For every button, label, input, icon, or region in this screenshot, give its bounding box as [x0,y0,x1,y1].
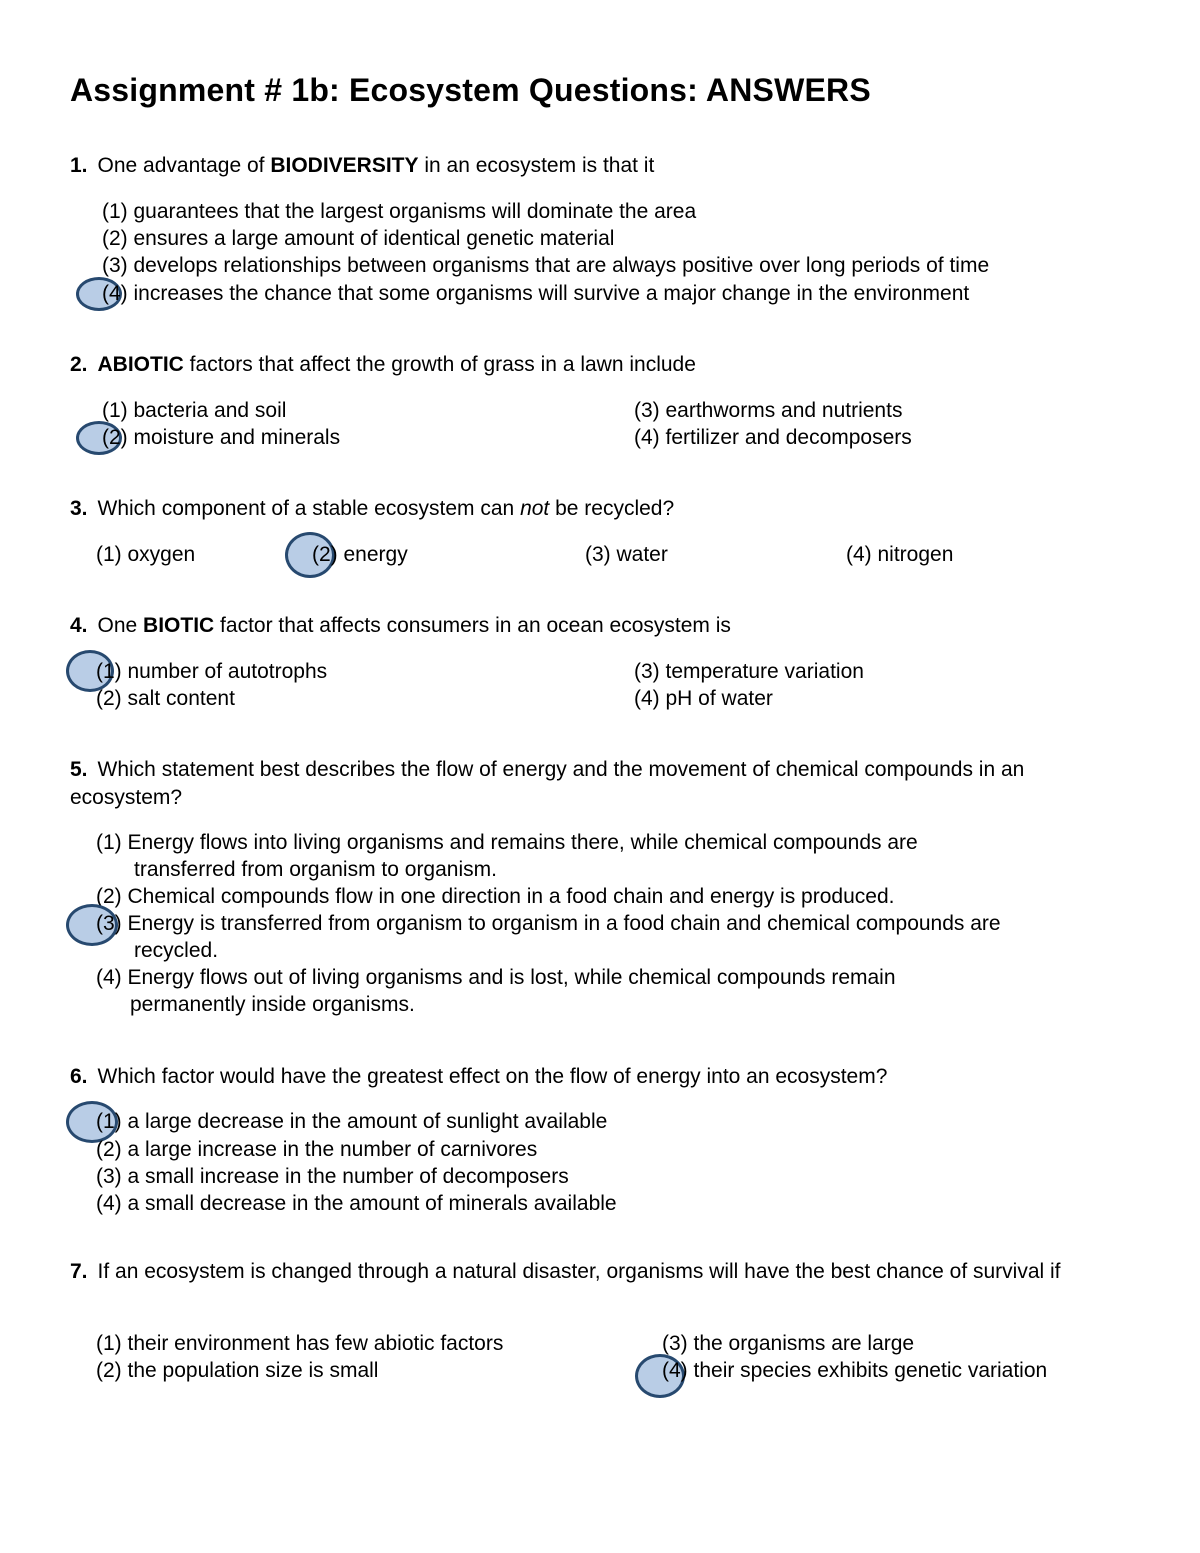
option-continuation: recycled. [134,939,219,962]
option-item: (2) ensures a large amount of identical genetic material [102,227,615,250]
option-item: (3) earthworms and nutrients [634,399,903,422]
option-item: (3) the organisms are large [662,1332,915,1355]
question-number: 5. [70,758,88,781]
option-item: (1) guarantees that the largest organisms will dominate the area [102,200,697,223]
question-keyword: BIODIVERSITY [270,154,419,177]
option-item: (1) their environment has few abiotic factors [96,1332,504,1355]
option-item: (3) develops relationships between organisms that are always positive over long periods of time [102,254,990,277]
page-title: Assignment # 1b: Ecosystem Questions: ANSWERS [70,72,871,108]
question-text-post: in an ecosystem is that it [418,154,655,177]
option-item: (4) a small decrease in the amount of minerals available [96,1192,617,1215]
option-continuation: permanently inside organisms. [130,993,415,1016]
question-text: If an ecosystem is changed through a natural disaster, organisms will have the best chance of survival if [97,1260,1061,1283]
question-text: Which factor would have the greatest effect on the flow of energy into an ecosystem? [97,1065,888,1088]
option-item: (3) temperature variation [634,660,864,683]
option-continuation: transferred from organism to organism. [134,858,497,881]
question-text-post: be recycled? [549,497,675,520]
question-text: Which statement best describes the flow of energy and the movement of chemical compounds in an ecosystem? [70,758,1025,809]
question-text-pre: One [97,614,144,637]
question-emphasis: not [520,497,550,520]
question-6 [70,1063,1130,1091]
option-item-selected: (2) moisture and minerals [102,426,341,449]
option-item-selected: (4) increases the chance that some organisms will survive a major change in the environment [102,282,970,305]
question-4 [70,612,1130,640]
option-item: (3) water [585,543,668,566]
option-item: (4) Energy flows out of living organisms and is lost, while chemical compounds remain [96,966,896,989]
option-item: (2) salt content [96,687,235,710]
option-item-selected: (1) number of autotrophs [96,660,328,683]
question-1 [70,152,1130,180]
option-item: (2) Chemical compounds flow in one direction in a food chain and energy is produced. [96,885,895,908]
option-item: (3) a small increase in the number of decomposers [96,1165,569,1188]
option-item-selected: (2) energy [312,543,408,566]
question-number: 7. [70,1260,88,1283]
option-item: (2) the population size is small [96,1359,379,1382]
question-text-post: factor that affects consumers in an ocean ecosystem is [214,614,731,637]
question-text-post: factors that affect the growth of grass in a lawn include [183,353,696,376]
question-text-pre: One advantage of [97,154,271,177]
question-keyword: ABIOTIC [97,353,184,376]
question-number: 6. [70,1065,88,1088]
question-7 [70,1258,1130,1286]
option-item: (1) oxygen [96,543,196,566]
option-item: (4) nitrogen [846,543,954,566]
option-item: (2) a large increase in the number of carnivores [96,1138,538,1161]
option-item: (4) fertilizer and decomposers [634,426,912,449]
question-number: 4. [70,614,88,637]
question-2 [70,351,1130,379]
question-number: 1. [70,154,88,177]
option-item-selected: (1) a large decrease in the amount of sunlight available [96,1110,608,1133]
question-text-pre: Which component of a stable ecosystem can [97,497,521,520]
option-item: (4) pH of water [634,687,773,710]
option-item-selected: (3) Energy is transferred from organism to organism in a food chain and chemical compounds are [96,912,1001,935]
question-3 [70,495,1130,523]
option-item: (1) bacteria and soil [102,399,287,422]
option-item-selected: (4) their species exhibits genetic variation [662,1359,1048,1382]
question-number: 3. [70,497,88,520]
question-number: 2. [70,353,88,376]
question-keyword: BIOTIC [143,614,215,637]
question-5 [70,756,1130,812]
option-item: (1) Energy flows into living organisms and remains there, while chemical compounds are [96,831,918,854]
